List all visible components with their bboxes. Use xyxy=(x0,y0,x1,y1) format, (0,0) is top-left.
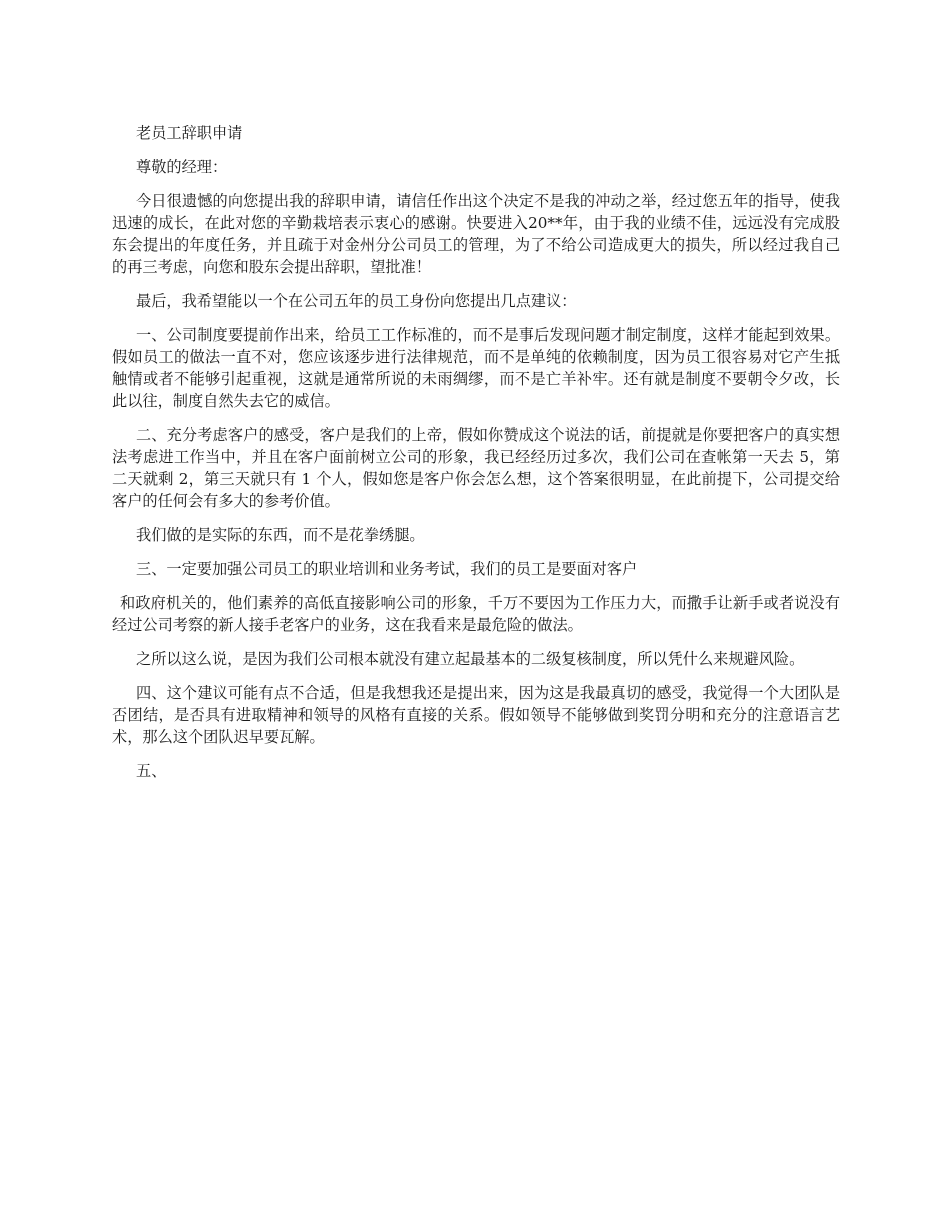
paragraph-suggestion-3: 三、一定要加强公司员工的职业培训和业务考试，我们的员工是要面对客户 xyxy=(136,560,638,578)
paragraph-suggestion-2: 二、充分考虑客户的感受，客户是我们的上帝，假如你赞成这个说法的话，前提就是你要把客户的真实想法考虑进工作当中，并且在客户面前树立公司的形象，我已经经历过多次，我们公司在查帐第一天去 5，第二天就剩 2，第三天就只有 1 个人，假如您是客户你会怎么想，这个答案很明显，在此前提下，公司提交给客户的任何会有多大的参考价值。 xyxy=(112,426,840,510)
document-title: 老员工辞职申请 xyxy=(136,124,243,142)
paragraph-suggestion-3-continued: 和政府机关的，他们素养的高低直接影响公司的形象，千万不要因为工作压力大，而撒手让新手或者说没有经过公司考察的新人接手老客户的业务，这在我看来是最危险的做法。 xyxy=(112,594,840,634)
document-page xyxy=(112,122,840,794)
paragraph-suggestions-lead: 最后，我希望能以一个在公司五年的员工身份向您提出几点建议： xyxy=(136,292,577,310)
paragraph-suggestion-1: 一、公司制度要提前作出来，给员工工作标准的，而不是事后发现问题才制定制度，这样才能起到效果。假如员工的做法一直不对，您应该逐步进行法律规范，而不是单纯的依赖制度，因为员工很容易对它产生抵触情或者不能够引起重视，这就是通常所说的未雨绸缪，而不是亡羊补牢。还有就是制度不要朝令夕改，长此以往，制度自然失去它的威信。 xyxy=(112,326,840,410)
salutation: 尊敬的经理： xyxy=(136,158,228,176)
paragraph-suggestion-4: 四、这个建议可能有点不合适，但是我想我还是提出来，因为这是我最真切的感受，我觉得一个大团队是否团结，是否具有进取精神和领导的风格有直接的关系。假如领导不能够做到奖罚分明和充分的注意语言艺术，那么这个团队迟早要瓦解。 xyxy=(112,684,840,746)
paragraph-risk: 之所以这么说，是因为我们公司根本就没有建立起最基本的二级复核制度，所以凭什么来规避风险。 xyxy=(136,650,805,668)
paragraph-suggestion-5: 五、 xyxy=(136,762,167,780)
paragraph-remark: 我们做的是实际的东西，而不是花拳绣腿。 xyxy=(136,526,425,544)
paragraph-intro: 今日很遗憾的向您提出我的辞职申请，请信任作出这个决定不是我的冲动之举，经过您五年的指导，使我迅速的成长，在此对您的辛勤栽培表示衷心的感谢。快要进入20**年，由于我的业绩不佳，远远没有完成股东会提出的年度任务，并且疏于对金州分公司员工的管理，为了不给公司造成更大的损失，所以经过我自己的再三考虑，向您和股东会提出辞职，望批准！ xyxy=(112,192,840,276)
